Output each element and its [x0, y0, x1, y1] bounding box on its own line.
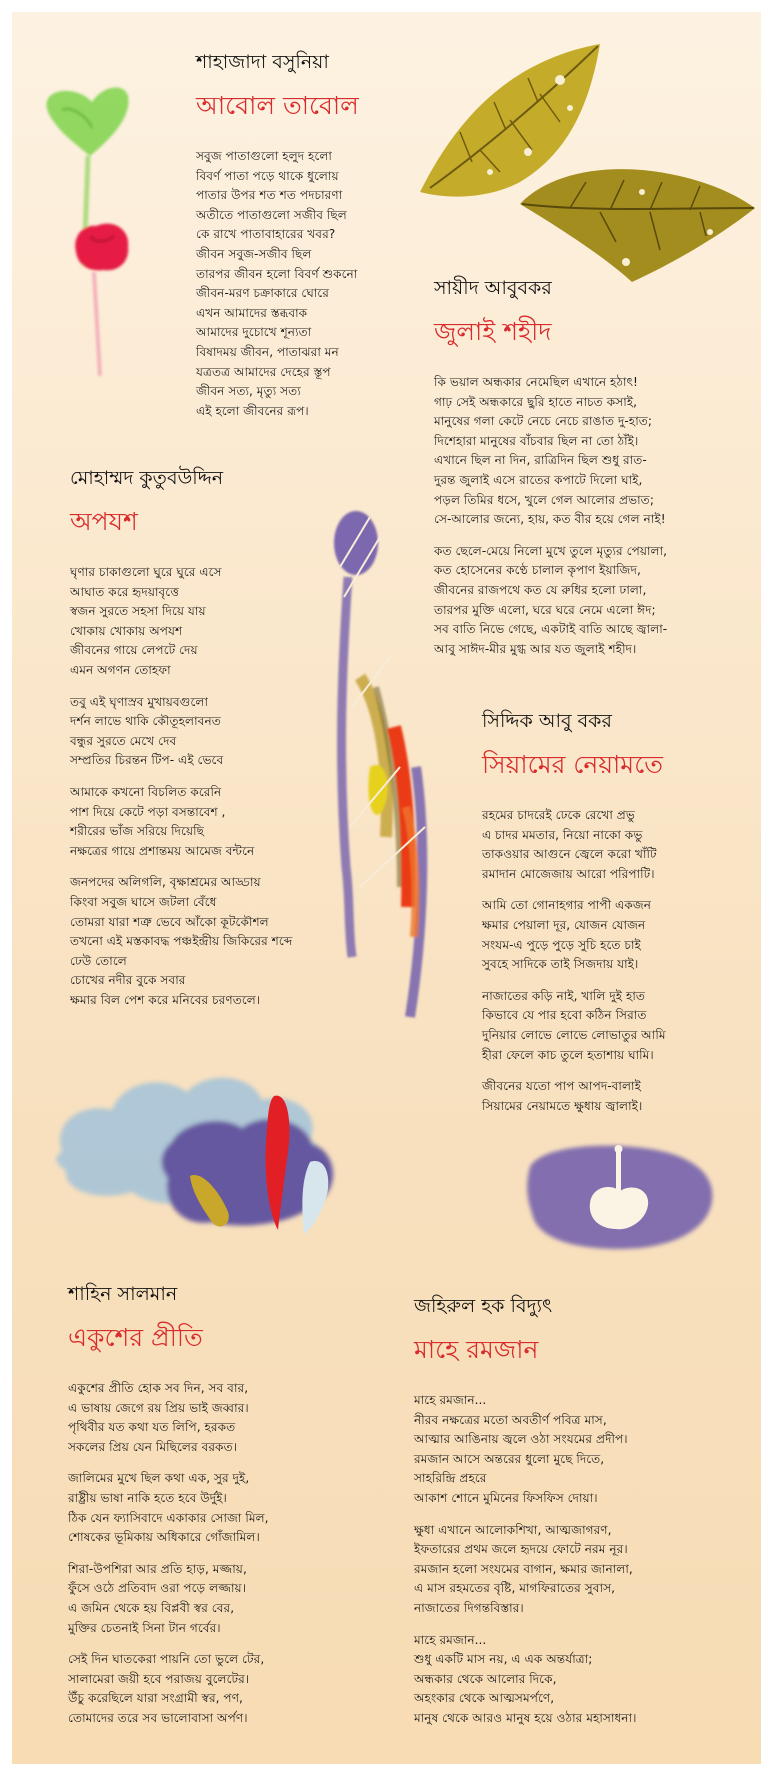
poem-line: সাহরিন্দ্রি প্রহরে: [414, 1471, 487, 1486]
poem-line: জীবন সবুজ-সজীব ছিল: [196, 246, 312, 261]
poem-line: ঢেউ তোলে: [70, 953, 127, 968]
poem-stanza: [196, 147, 359, 421]
poem-line: কত ছেলে-মেয়ে নিলো মুখে তুলে মৃত্যুর পেয়ালা,: [434, 543, 668, 558]
poem-line: পাতার উপর শত শত পদচারণা: [196, 188, 343, 203]
poem-line: এ চাদর মমতার, নিয়ো নাকো কভু: [482, 827, 643, 842]
poem-title: আবোল তাবোল: [196, 91, 359, 120]
poem-stanza: [70, 873, 292, 1010]
poem-line: ক্ষুধা এখানে আলোকশিখা, আত্মজাগরণ,: [414, 1522, 612, 1537]
poem-stanza: [482, 806, 666, 884]
poem-body: [68, 1379, 269, 1729]
poem-line: খোকায় খোকায় অপযশ: [70, 623, 183, 638]
poem-line: মাহে রমজান...: [414, 1632, 487, 1647]
poem-line: বিষাদময় জীবন, পাতাঝরা মন: [196, 344, 339, 359]
poem-line: পৃথিবীর যত কথা যত লিপি, হরকত: [68, 1420, 236, 1435]
poem-ekusher-preeti: [68, 1280, 269, 1741]
poem-line: জীবনের রাজপথে কত যে রুধির হলো ঢালা,: [434, 582, 647, 597]
poem-line: সুবহে সাদিকে তাই সিজদায় যাই।: [482, 957, 639, 972]
poem-author: শাহিন সালমান: [68, 1283, 178, 1305]
poem-line: তোমরা যারা শত্রু ভেবে আঁকো কূটকৌশল: [70, 914, 269, 929]
poem-line: সালামেরা জয়ী হবে পরাজয় বুলেটের।: [68, 1671, 250, 1686]
poem-line: রমজান হলো সংযমের বাগান, ক্ষমার জানালা,: [414, 1561, 633, 1576]
poem-line: সংযম-এ পুড়ে পুড়ে সুচি হতে চাই: [482, 937, 641, 952]
poem-line: হীরা ফেলে কাচ তুলে হতাশায় ঘামি।: [482, 1047, 654, 1062]
poem-line: জনপদের অলিগলি, বৃক্ষাশ্রমের আড্ডায়: [70, 875, 261, 890]
poem-line: সে-আলোর জন্যে, হায়, কত বীর হয়ে গেল নাই!: [434, 512, 666, 527]
poem-line: সিয়ামের নেয়ামতে ক্ষুধায় জ্বালাই।: [482, 1098, 643, 1113]
poem-line: নাজাতের কড়ি নাই, খালি দুই হাত: [482, 988, 646, 1003]
poem-line: বিবর্ণ পাতা পড়ে থাকে ধুলোয়: [196, 168, 339, 183]
poem-abol-tabol: [196, 48, 359, 433]
poem-line: কত হোসেনের কণ্ঠে চালাল কৃপাণ ইয়াজিদ,: [434, 563, 641, 578]
poem-line: আকাশ শোনে মুমিনের ফিসফিস দোয়া।: [414, 1490, 598, 1505]
poem-line: রহমের চাদরেই ঢেকে রেখো প্রভু: [482, 808, 635, 822]
poem-line: দিশেহারা মানুষের বাঁচবার ছিল না তো ঠাঁই।: [434, 433, 639, 448]
poem-line: এ ভাষায় জেগে রয় প্রিয় ভাই জব্বার।: [68, 1400, 249, 1415]
poem-line: কিভাবে যে পার হবো কঠিন সিরাত: [482, 1008, 647, 1023]
green-red-flower-illustration: [32, 76, 147, 396]
poem-line: আমাদের দুচোখে শূন্যতা: [196, 325, 312, 340]
poem-line: আত্মার আঙিনায় জ্বলে ওঠা সংযমের প্রদীপ।: [414, 1432, 628, 1447]
poem-line: রাষ্ট্রীয় ভাষা নাকি হতে হবে উর্দুই।: [68, 1490, 227, 1505]
poem-title: একুশের প্রীতি: [68, 1323, 203, 1352]
poem-line: আঘাত করে হৃদয়াবৃত্তে: [70, 584, 179, 599]
autumn-leaves-illustration: [410, 22, 761, 292]
poem-author: জহিরুল হক বিদ্যুৎ: [414, 1295, 553, 1317]
poem-stanza: [434, 373, 667, 530]
poem-line: দুরন্ত জুলাই এসে রাতের কপাটে দিলো ঘাই,: [434, 472, 643, 487]
poem-line: তোমাদের তরে সব ভালোবাসা অর্পণ।: [68, 1710, 248, 1725]
poem-line: উঁচু করেছিলে যারা সংগ্রামী স্বর, পণ,: [68, 1691, 243, 1706]
poem-line: শরীরের ভাঁজ সরিয়ে দিয়েছি: [70, 824, 205, 839]
poem-line: নাজাতের দিগন্তবিস্তার।: [414, 1600, 524, 1615]
poem-line: সকলের প্রিয় যেন মিছিলের বরকত।: [68, 1439, 238, 1454]
poem-line: শুধু একটি মাস নয়, এ এক অন্তর্যাত্রা;: [414, 1652, 593, 1667]
poem-line: মানুষ থেকে আরও মানুষ হয়ে ওঠার মহাসাধনা।: [414, 1710, 637, 1725]
clouds-brush-illustration: [42, 1052, 382, 1242]
poem-stanza: [482, 896, 666, 974]
poem-line: দুনিয়ার লোভে লোভে লোভাতুর আমি: [482, 1027, 666, 1042]
poem-siyamer-neyamote: [482, 707, 666, 1128]
poem-line: ফুঁসে ওঠে প্রতিবাদ ওরা পড়ে লজ্জায়।: [68, 1581, 247, 1596]
poem-stanza: [68, 1469, 269, 1547]
poem-mahe-ramjan: [414, 1292, 636, 1741]
poem-line: ঠিক যেন ফ্যাসিবাদে একাকার সোজা মিল,: [68, 1510, 269, 1525]
poem-line: মানুষের গলা কেটে নেচে নেচে রাঙাত দু-হাত;: [434, 414, 652, 429]
poem-line: পড়ল তিমির ধসে, খুলে গেল আলোর প্রভাত;: [434, 492, 654, 507]
poem-line: যত্রতত্র আমাদের দেহের স্তূপ: [196, 364, 331, 379]
poem-line: এ জমিন থেকে হয় বিপ্লবী স্বর বের,: [68, 1600, 235, 1615]
poem-line: শিরা-উপশিরা আর প্রতি হাড়, মজ্জায়,: [68, 1561, 247, 1576]
poem-stanza: [68, 1560, 269, 1638]
poem-line: গাঢ় সেই অন্ধকারে ছুরি হাতে নাচত কসাই,: [434, 394, 638, 409]
poem-line: কি ভয়াল অন্ধকার নেমেছিল এখানে হঠাৎ!: [434, 375, 638, 389]
poem-line: ক্ষমার পেয়ালা দূর, যোজন যোজন: [482, 917, 646, 932]
poem-stanza: [70, 563, 292, 681]
poem-line: সেই দিন ঘাতকেরা পায়নি তো ভুলে টের,: [68, 1652, 265, 1667]
poem-line: রমজান আসে অন্তরের ধুলো মুছে দিতে,: [414, 1451, 605, 1466]
poem-line: বন্ধুর সুরতে মেখে দেব: [70, 733, 177, 748]
poem-line: দর্শন লাভে থাকি কৌতূহলাবনত: [70, 714, 221, 729]
poem-line: জালিমের মুখে ছিল কথা এক, সুর দুই,: [68, 1471, 250, 1486]
magazine-page: [12, 12, 761, 1764]
poem-line: জীবনের যতো পাপ আপদ-বালাই: [482, 1079, 641, 1094]
poem-line: সম্প্রতির চিরন্তন টিপ- এই ভেবে: [70, 753, 224, 768]
poem-line: জীবন সত্য, মৃত্যু সত্য: [196, 384, 301, 399]
poem-line: একুশের প্রীতি হোক সব দিন, সব বার,: [68, 1381, 249, 1395]
poem-author: শাহাজাদা বসুনিয়া: [196, 51, 329, 73]
poem-line: সবুজ পাতাগুলো হলুদ হলো: [196, 149, 332, 163]
poem-line: মাহে রমজান...: [414, 1393, 487, 1407]
poem-body: [70, 563, 292, 1010]
poem-line: ইফতারের প্রথম জলে হৃদয়ে ফোটে নরম নূর।: [414, 1542, 628, 1557]
poem-line: অহংকার থেকে আত্মসমর্পণে,: [414, 1691, 555, 1706]
poem-line: আমাকে কখনো বিচলিত করেনি: [70, 784, 222, 799]
poem-stanza: [68, 1650, 269, 1728]
poem-line: এ মাস রহমতের বৃষ্টি, মাগফিরাতের সুবাস,: [414, 1581, 616, 1596]
poem-opojosh: [70, 464, 292, 1022]
poem-line: ঘৃণার চাকাগুলো ঘুরে ঘুরে এসে: [70, 565, 222, 579]
poem-author: মোহাম্মদ কুতুবউদ্দিন: [70, 467, 224, 489]
poem-title: মাহে রমজান: [414, 1335, 539, 1364]
poem-stanza: [414, 1391, 636, 1509]
poem-line: আমি তো গোনাহগার পাপী একজন: [482, 898, 652, 913]
poem-stanza: [482, 987, 666, 1065]
poem-line: চোখের নদীর বুকে সবার: [70, 973, 186, 988]
poem-line: জীবনের গায়ে লেপটে দেয়: [70, 643, 198, 658]
poem-author: সিদ্দিক আবু বকর: [482, 710, 612, 732]
poem-line: এই হলো জীবনের রূপ।: [196, 403, 309, 418]
poem-line: এমন অগণন তোহফা: [70, 662, 171, 677]
poem-line: স্বজন সুরতে সহসা দিয়ে যায়: [70, 604, 206, 619]
poem-line: তারপর মুক্তি এলো, ঘরে ঘরে নেমে এলো ঈদ;: [434, 602, 656, 617]
poem-stanza: [70, 783, 292, 861]
poem-body: [434, 373, 667, 659]
poem-line: নীরব নক্ষত্রের মতো অবতীর্ণ পবিত্র মাস,: [414, 1412, 607, 1427]
poem-line: অতীতে পাতাগুলো সজীব ছিল: [196, 207, 347, 222]
poem-body: [414, 1391, 636, 1729]
poem-stanza: [414, 1631, 636, 1729]
poem-body: [482, 806, 666, 1116]
poem-title: জুলাই শহীদ: [434, 317, 552, 346]
poem-line: আবু সাঈদ-মীর মুগ্ধ আর যত জুলাই শহীদ।: [434, 641, 637, 656]
purple-moon-illustration: [520, 1127, 720, 1257]
poem-line: অন্ধকার থেকে আলোর দিকে,: [414, 1671, 557, 1686]
poem-line: কিংবা সবুজ ঘাসে জটলা বেঁধে: [70, 894, 217, 909]
poem-stanza: [70, 693, 292, 771]
poem-line: তখনো এই মস্তকাবদ্ধ পঞ্চইন্দ্রীয় জিকিরের শব্দে: [70, 934, 293, 949]
poem-title: সিয়ামের নেয়ামতে: [482, 750, 663, 779]
poem-title: অপযশ: [70, 507, 138, 536]
poem-stanza: [414, 1521, 636, 1619]
poem-stanza: [434, 542, 667, 660]
poem-body: [196, 147, 359, 421]
poem-author: সায়ীদ আবুবকর: [434, 277, 552, 299]
poem-line: এখানে ছিল না দিন, রাত্রিদিন ছিল শুধু রাত-: [434, 453, 647, 468]
poem-stanza: [68, 1379, 269, 1457]
poem-line: সব বাতি নিভে গেছে, একটাই বাতি আছে জ্বালা-: [434, 622, 668, 637]
poem-line: জীবন-মরণ চক্রাকারে ঘোরে: [196, 286, 330, 301]
poem-line: কে রাখে পাতাবাহারের খবর?: [196, 227, 336, 242]
abstract-brush-figure-illustration: [330, 507, 445, 1027]
poem-line: তাকওয়ার আগুনে জ্বেলে করো খাঁটি: [482, 847, 657, 862]
poem-line: তবু এই ঘৃণাস্রব মুখায়বগুলো: [70, 694, 208, 709]
poem-line: এখন আমাদের স্তব্ধবাক: [196, 305, 308, 320]
poem-line: পাশ দিয়ে কেটে পড়া বসন্তাবেশ ,: [70, 804, 226, 819]
poem-line: রমাদান মোজেজায় আরো পরিপাটি।: [482, 866, 655, 881]
poem-line: তারপর জীবন হলো বিবর্ণ শুকনো: [196, 266, 358, 281]
poem-line: নক্ষত্রের গায়ে প্রশান্তময় আমেজ বন্টনে: [70, 843, 255, 858]
poem-stanza: [482, 1077, 666, 1116]
poem-line: মুক্তির চেতনাই সিনা টান গর্বের।: [68, 1620, 221, 1635]
poem-july-shaheed: [434, 274, 667, 671]
poem-line: ক্ষমার বিল পেশ করে মনিবের চরণতলে।: [70, 992, 261, 1007]
poem-line: শোষকের ভূমিকায় অধিকারে গোঁজামিল।: [68, 1530, 260, 1545]
